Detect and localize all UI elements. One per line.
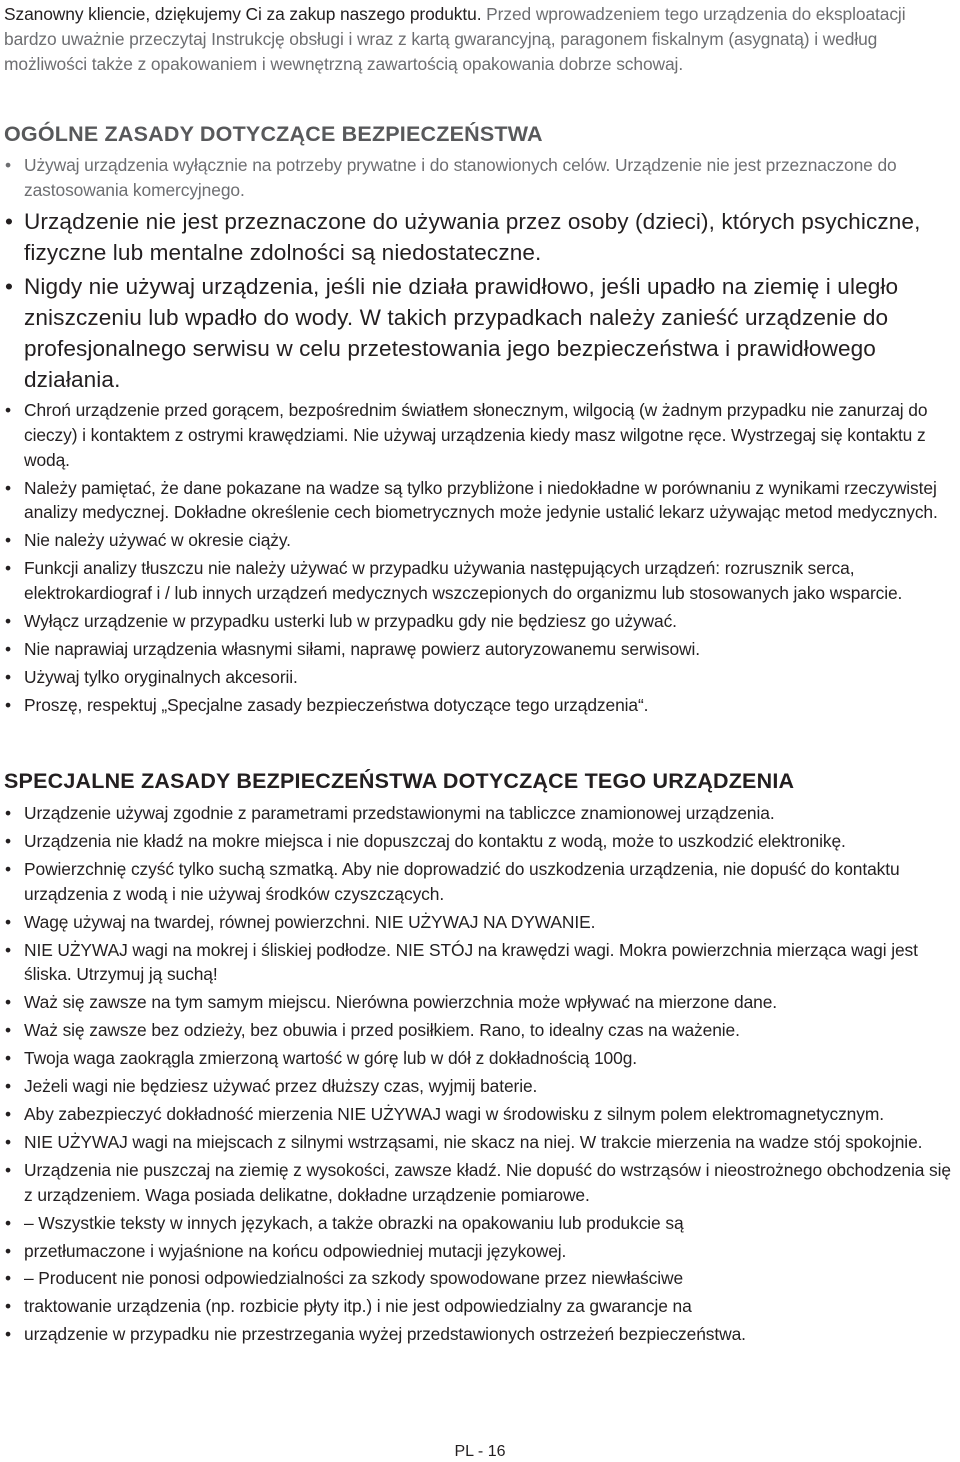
special-safety-list [0, 801, 958, 1350]
list-item-text: Nigdy nie używaj urządzenia, jeśli nie działa prawidłowo, jeśli upadło na ziemię i uległo zniszczeniu lub wpadło do wody. W takich przypadkach należy zanieść urządzenie do profesjonalnego serwisu w celu przetestowania jego bezpieczeństwa i prawidłowego działania. [24, 273, 899, 392]
bullet-icon: • [5, 273, 14, 299]
list-item [0, 1294, 958, 1319]
list-item [0, 1074, 958, 1099]
general-safety-heading: OGÓLNE ZASADY DOTYCZĄCE BEZPIECZEŃSTWA [4, 122, 543, 146]
list-item-text: traktowanie urządzenia (np. rozbicie płyty itp.) i nie jest odpowiedzialny za gwarancje na [24, 1296, 692, 1317]
list-item-text: Urządzenie używaj zgodnie z parametrami przedstawionymi na tabliczce znamionowej urządzenia. [24, 803, 775, 823]
intro-greeting: Szanowny kliencie, dziękujemy Ci za zakup naszego produktu. [4, 4, 487, 24]
list-item-text: Urządzenie nie jest przeznaczone do używania przez osoby (dzieci), których psychiczne, fizyczne lub mentalne zdolności są niedostateczne. [24, 208, 921, 265]
bullet-icon: • [5, 694, 11, 715]
list-item [0, 398, 958, 473]
list-item [0, 693, 958, 718]
list-item [0, 206, 958, 268]
list-item-text: Wyłącz urządzenie w przypadku usterki lub w przypadku gdy nie będziesz go używać. [24, 611, 677, 632]
bullet-icon: • [5, 530, 11, 551]
list-item [0, 609, 958, 634]
bullet-icon: • [5, 1212, 11, 1233]
list-item-text: Urządzenia nie kładź na mokre miejsca i nie dopuszczaj do kontaktu z wodą, może to uszkodzić elektronikę. [24, 830, 846, 851]
bullet-icon: • [5, 992, 11, 1013]
list-item [0, 857, 958, 907]
list-item [0, 476, 958, 526]
bullet-icon: • [5, 666, 11, 687]
general-safety-list [0, 153, 958, 721]
bullet-icon: • [5, 1131, 11, 1152]
list-item [0, 556, 958, 606]
bullet-icon: • [5, 611, 11, 632]
list-item-text: Należy pamiętać, że dane pokazane na wadze są tylko przybliżone i niedokładne w porównaniu z wynikami rzeczywistej analizy medycznej. Dokładne określenie cech biometrycznych może jedynie ustalić lekarz używając metod medycznych. [24, 477, 938, 523]
list-item-text: urządzenie w przypadku nie przestrzegania wyżej przedstawionych ostrzeżeń bezpieczeństwa. [24, 1324, 746, 1345]
list-item-text: Wagę używaj na twardej, równej powierzchni. NIE UŻYWAJ NA DYWANIE. [24, 911, 596, 932]
bullet-icon: • [5, 830, 11, 851]
list-item-text: NIE UŻYWAJ wagi na mokrej i śliskiej podłodze. NIE STÓJ na krawędzi wagi. Mokra powierzchnia mierząca wagi jest śliska. Utrzymuj ją suchą! [24, 939, 918, 985]
list-item [0, 1158, 958, 1208]
bullet-icon: • [5, 399, 11, 420]
list-item [0, 528, 958, 553]
list-item-text: przetłumaczone i wyjaśnione na końcu odpowiedniej mutacji językowej. [24, 1240, 567, 1261]
list-item [0, 1266, 958, 1291]
intro-paragraph [4, 2, 954, 76]
bullet-icon: • [5, 558, 11, 579]
list-item-text: Używaj urządzenia wyłącznie na potrzeby prywatne i do stanowionych celów. Urządzenie nie jest przeznaczone do zastosowania komercyjnego. [24, 155, 897, 200]
list-item-text: Używaj tylko oryginalnych akcesorii. [24, 666, 298, 687]
list-item [0, 910, 958, 935]
list-item [0, 990, 958, 1015]
list-item [0, 1211, 958, 1236]
list-item [0, 1046, 958, 1071]
bullet-icon: • [5, 1240, 11, 1261]
list-item [0, 1130, 958, 1155]
list-item-text: Nie należy używać w okresie ciąży. [24, 530, 291, 551]
bullet-icon: • [5, 477, 11, 498]
list-item-text: – Producent nie ponosi odpowiedzialności za szkody spowodowane przez niewłaściwe [24, 1268, 684, 1289]
list-item [0, 1018, 958, 1043]
page-number: PL - 16 [454, 1443, 506, 1460]
bullet-icon: • [5, 1268, 11, 1289]
list-item-text: – Wszystkie teksty w innych językach, a także obrazki na opakowaniu lub produkcie są [24, 1212, 684, 1233]
bullet-icon: • [5, 155, 11, 175]
list-item-text: Proszę, respektuj „Specjalne zasady bezpieczeństwa dotyczące tego urządzenia“. [24, 694, 649, 715]
list-item [0, 665, 958, 690]
bullet-icon: • [5, 1048, 11, 1069]
list-item [0, 1102, 958, 1127]
list-item [0, 637, 958, 662]
list-item-text: Jeżeli wagi nie będziesz używać przez dłuższy czas, wyjmij baterie. [24, 1076, 538, 1097]
list-item-text: Waż się zawsze na tym samym miejscu. Nierówna powierzchnia może wpływać na mierzone dane. [24, 992, 778, 1013]
list-item [0, 938, 958, 988]
list-item-text: Urządzenia nie puszczaj na ziemię z wysokości, zawsze kładź. Nie dopuść do wstrząsów i nieostrożnego obchodzenia się z urządzeniem. Waga posiada delikatne, dokładne urządzenie pomiarowe. [24, 1159, 951, 1205]
list-item-text: Nie naprawiaj urządzenia własnymi siłami, naprawę powierz autoryzowanemu serwisowi. [24, 638, 701, 659]
list-item [0, 829, 958, 854]
list-item [0, 271, 958, 395]
list-item [0, 153, 958, 203]
bullet-icon: • [5, 803, 11, 823]
bullet-icon: • [5, 1076, 11, 1097]
bullet-icon: • [5, 1020, 11, 1041]
list-item [0, 801, 958, 826]
special-safety-heading: SPECJALNE ZASADY BEZPIECZEŃSTWA DOTYCZĄCE TEGO URZĄDZENIA [4, 769, 795, 793]
list-item [0, 1239, 958, 1264]
list-item-text: Funkcji analizy tłuszczu nie należy używać w przypadku używania następujących urządzeń: rozrusznik serca, elektrokardiograf i / lub innych urządzeń medycznych wszczepionych do organizmu lub stosowanych jako wsparcie. [24, 558, 903, 604]
bullet-icon: • [5, 1159, 11, 1180]
bullet-icon: • [5, 858, 11, 879]
list-item-text: Aby zabezpieczyć dokładność mierzenia NIE UŻYWAJ wagi w środowisku z silnym polem elektromagnetycznym. [24, 1103, 884, 1124]
bullet-icon: • [5, 1324, 11, 1345]
bullet-icon: • [5, 1296, 11, 1317]
list-item-text: NIE UŻYWAJ wagi na miejscach z silnymi wstrząsami, nie skacz na niej. W trakcie mierzenia na wadze stój spokojnie. [24, 1131, 923, 1152]
bullet-icon: • [5, 911, 11, 932]
bullet-icon: • [5, 208, 14, 234]
list-item [0, 1322, 958, 1347]
list-item-text: Powierzchnię czyść tylko suchą szmatką. Aby nie doprowadzić do uszkodzenia urządzenia, nie dopuść do kontaktu urządzenia z wodą i nie używaj środków czyszczących. [24, 858, 900, 904]
intro-instructions: Przed wprowadzeniem tego urządzenia do eksploatacji bardzo uważnie przeczytaj Instrukcję obsługi i wraz z kartą gwarancyjną, paragonem fiskalnym (asygnatą) i według możliwości także z opakowaniem i wewnętrzną zawartością opakowania dobrze schowaj. [4, 4, 906, 74]
bullet-icon: • [5, 939, 11, 960]
list-item-text: Twoja waga zaokrągla zmierzoną wartość w górę lub w dół z dokładnością 100g. [24, 1048, 637, 1069]
list-item-text: Waż się zawsze bez odzieży, bez obuwia i przed posiłkiem. Rano, to idealny czas na ważenie. [24, 1020, 740, 1041]
bullet-icon: • [5, 638, 11, 659]
list-item-text: Chroń urządzenie przed gorącem, bezpośrednim światłem słonecznym, wilgocią (w żadnym przypadku nie zanurzaj do cieczy) i kontaktem z ostrymi krawędziami. Nie używaj urządzenia kiedy masz wilgotne ręce. Wystrzegaj się kontaktu z wodą. [24, 399, 928, 470]
bullet-icon: • [5, 1103, 11, 1124]
